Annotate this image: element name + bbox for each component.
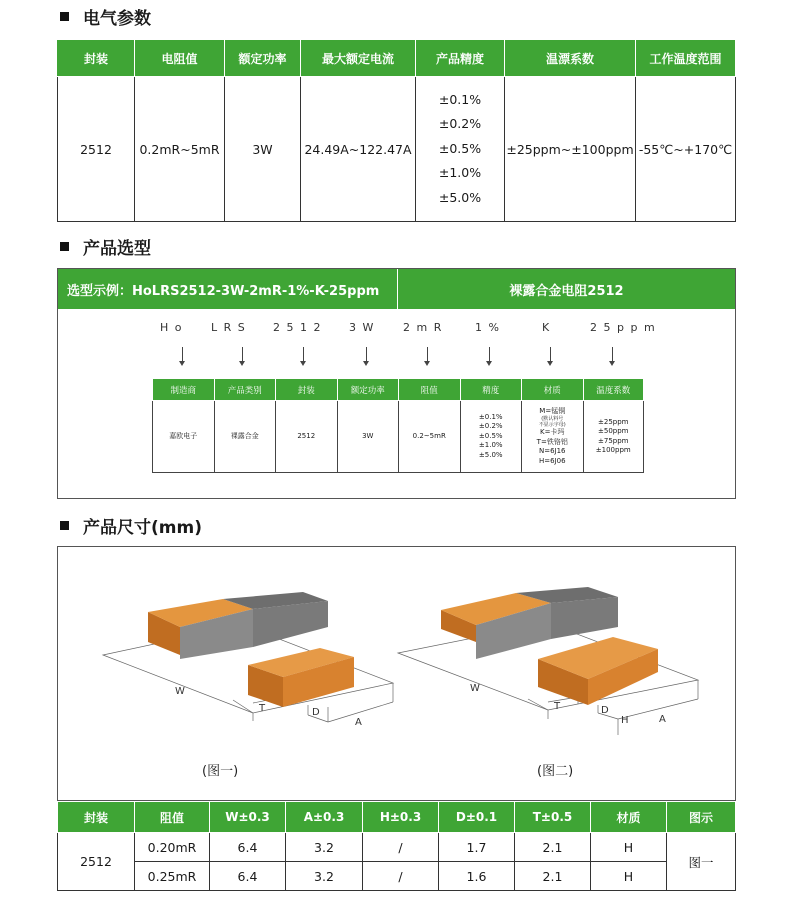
precision-value: ±0.1%: [438, 91, 482, 107]
cell-h: /: [363, 862, 439, 891]
cell-power: 3W: [337, 401, 399, 473]
cell-w: 6.4: [210, 833, 286, 862]
col-header: 材质: [522, 379, 584, 401]
col-header: A±0.3: [286, 802, 363, 833]
col-header: 额定功率: [337, 379, 399, 401]
tcr-value: ±100ppm: [595, 446, 631, 454]
code-part: K: [542, 321, 556, 334]
precision-value: ±1.0%: [438, 165, 482, 181]
col-header: 最大额定电流: [301, 40, 416, 77]
cell-t: 2.1: [515, 862, 591, 891]
cell-d: 1.6: [439, 862, 515, 891]
precision-value: ±5.0%: [438, 189, 482, 205]
arrow-down-icon: [486, 347, 493, 367]
section-title-text: 电气参数: [83, 9, 151, 29]
figure-caption-1: (图一): [202, 764, 239, 779]
cell-tcr: ±25ppm~±100ppm: [505, 77, 636, 222]
cell-package: 2512: [58, 833, 135, 891]
w-label: W: [175, 686, 185, 697]
precision-value: ±0.5%: [438, 140, 482, 156]
cell-temp: -55℃~+170℃: [636, 77, 736, 222]
cell-a: 3.2: [286, 862, 363, 891]
a-label: A: [659, 714, 666, 725]
cell-resistance: 0.2~5mR: [399, 401, 461, 473]
precision-value: ±5.0%: [478, 450, 503, 459]
arrow-down-icon: [179, 347, 186, 367]
bullet-square-icon: [60, 242, 69, 251]
cell-precision: [416, 77, 505, 222]
arrow-down-icon: [300, 347, 307, 367]
precision-value: ±1.0%: [478, 441, 503, 450]
col-header: 材质: [591, 802, 667, 833]
cell-t: 2.1: [515, 833, 591, 862]
code-part: Ho: [160, 321, 189, 334]
cell-material: H: [591, 862, 667, 891]
col-header: 阻值: [135, 802, 210, 833]
dimension-figure-box: [57, 546, 736, 801]
col-header: 电阻值: [135, 40, 225, 77]
col-header: 工作温度范围: [636, 40, 736, 77]
code-part: 2mR: [403, 321, 448, 334]
bullet-square-icon: [60, 12, 69, 21]
t-label: T: [554, 701, 561, 712]
cell-resistance: 0.25mR: [135, 862, 210, 891]
precision-value: ±0.1%: [478, 412, 503, 421]
selection-product-name: 裸露合金电阻2512: [509, 283, 624, 299]
col-header: 产品精度: [416, 40, 505, 77]
dimension-table: [57, 801, 736, 891]
d-label: D: [312, 707, 320, 718]
arrow-down-icon: [609, 347, 616, 367]
d-label: D: [601, 705, 609, 716]
arrow-down-icon: [363, 347, 370, 367]
code-part: 25ppm: [590, 321, 662, 334]
section-title-electrical: [60, 4, 151, 29]
table-row: [58, 862, 736, 891]
col-header: 阻值: [399, 379, 461, 401]
precision-value: ±0.2%: [478, 422, 503, 431]
material-value: K=卡玛: [540, 428, 565, 437]
selection-header: [58, 269, 735, 309]
col-header: 封装: [276, 379, 338, 401]
tcr-value: ±75ppm: [598, 436, 629, 445]
col-header: 额定功率: [225, 40, 301, 77]
cell-power: 3W: [225, 77, 301, 222]
material-value: M=锰铜: [539, 406, 566, 415]
col-header: 精度: [460, 379, 522, 401]
bullet-square-icon: [60, 521, 69, 530]
material-note: (默认料号: [541, 416, 564, 423]
material-value: N=6J16: [538, 447, 566, 456]
col-header: 封装: [58, 40, 135, 77]
table-row: [58, 833, 736, 862]
figure-caption-2: (图二): [537, 764, 574, 779]
code-part: 3W: [349, 321, 380, 334]
selection-table: [152, 378, 644, 473]
section-title-dimensions: [60, 513, 202, 538]
material-value: H=6J06: [538, 456, 566, 465]
code-part: LRS: [211, 321, 252, 334]
a-label: A: [355, 717, 362, 728]
resistor-drawings: [58, 547, 735, 800]
precision-value: ±0.2%: [438, 116, 482, 132]
tcr-value: ±50ppm: [598, 427, 629, 435]
h-label: H: [621, 715, 629, 726]
col-header: D±0.1: [439, 802, 515, 833]
cell-resistance: 0.20mR: [135, 833, 210, 862]
col-header: 温漂系数: [505, 40, 636, 77]
section-title-text: 产品尺寸(mm): [83, 518, 202, 538]
col-header: 产品类别: [214, 379, 276, 401]
col-header: 封装: [58, 802, 135, 833]
section-title-text: 产品选型: [83, 239, 151, 259]
arrow-down-icon: [239, 347, 246, 367]
cell-precision: [460, 401, 522, 473]
cell-d: 1.7: [439, 833, 515, 862]
w-label: W: [470, 683, 480, 694]
material-value: T=铁铬铝: [536, 437, 568, 446]
cell-h: /: [363, 833, 439, 862]
cell-material: H: [591, 833, 667, 862]
col-header: 温度系数: [583, 379, 644, 401]
t-label: T: [259, 703, 266, 714]
cell-w: 6.4: [210, 862, 286, 891]
col-header: H±0.3: [363, 802, 439, 833]
cell-package: 2512: [58, 77, 135, 222]
col-header: W±0.3: [210, 802, 286, 833]
cell-maker: 嘉欧电子: [153, 401, 215, 473]
col-header: 制造商: [153, 379, 215, 401]
cell-category: 裸露合金: [214, 401, 276, 473]
code-part: 2512: [273, 321, 327, 334]
electrical-table: [57, 39, 736, 222]
cell-a: 3.2: [286, 833, 363, 862]
section-title-selection: [60, 234, 151, 259]
precision-value: ±0.5%: [478, 431, 503, 440]
col-header: T±0.5: [515, 802, 591, 833]
cell-resistance: 0.2mR~5mR: [135, 77, 225, 222]
arrow-down-icon: [424, 347, 431, 367]
cell-figure: 图一: [667, 833, 736, 891]
arrow-down-icon: [547, 347, 554, 367]
selection-example: 选型示例：HoLRS2512-3W-2mR-1%-K-25ppm: [58, 269, 398, 309]
code-part: 1%: [475, 321, 506, 334]
cell-material: [522, 401, 584, 473]
material-note: 不显示字母): [538, 422, 566, 429]
cell-tcr: [583, 401, 644, 473]
col-header: 图示: [667, 802, 736, 833]
cell-package: 2512: [276, 401, 338, 473]
tcr-value: ±25ppm: [598, 417, 629, 426]
cell-current: 24.49A~122.47A: [301, 77, 416, 222]
